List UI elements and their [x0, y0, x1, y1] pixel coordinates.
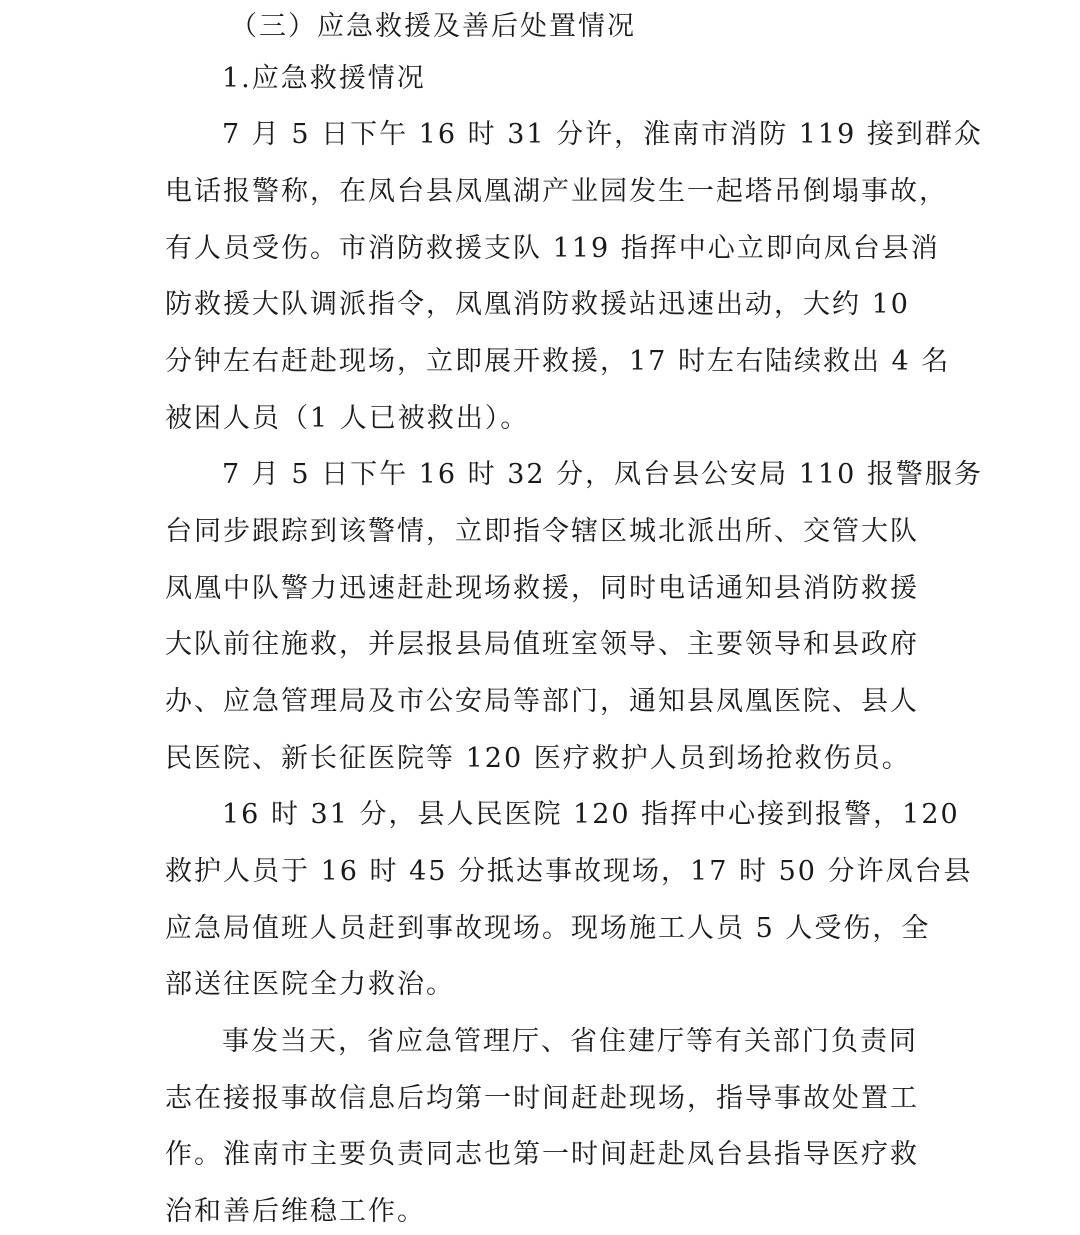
paragraph-line: 部送往医院全力救治。	[165, 969, 455, 1000]
paragraph-line: 7 月 5 日下午 16 时 31 分许，淮南市消防 119 接到群众	[222, 119, 983, 150]
paragraph-line: 志在接报事故信息后均第一时间赶赴现场，指导事故处置工	[165, 1083, 919, 1114]
paragraph-line: 防救援大队调派指令，凤凰消防救援站迅速出动，大约 10	[165, 289, 910, 320]
paragraph-line: 7 月 5 日下午 16 时 32 分，凤台县公安局 110 报警服务	[222, 459, 983, 490]
section-heading: （三）应急救援及善后处置情况	[230, 11, 636, 42]
paragraph-line: 凤凰中队警力迅速赶赴现场救援，同时电话通知县消防救援	[165, 573, 919, 604]
paragraph-line: 作。淮南市主要负责同志也第一时间赶赴凤台县指导医疗救	[165, 1139, 919, 1170]
paragraph-line: 有人员受伤。市消防救援支队 119 指挥中心立即向凤台县消	[165, 233, 940, 264]
paragraph-line: 大队前往施救，并层报县局值班室领导、主要领导和县政府	[165, 629, 919, 660]
paragraph-line: 事发当天，省应急管理厅、省住建厅等有关部门负责同	[222, 1026, 918, 1057]
paragraph-line: 应急局值班人员赶到事故现场。现场施工人员 5 人受伤，全	[165, 913, 931, 944]
paragraph-line: 办、应急管理局及市公安局等部门，通知县凤凰医院、县人	[165, 686, 919, 717]
subsection-heading: 1.应急救援情况	[222, 63, 426, 94]
paragraph-line: 分钟左右赶赴现场，立即展开救援，17 时左右陆续救出 4 名	[165, 346, 951, 377]
paragraph-line: 16 时 31 分，县人民医院 120 指挥中心接到报警，120	[222, 799, 960, 830]
paragraph-line: 电话报警称，在凤台县凤凰湖产业园发生一起塔吊倒塌事故，	[165, 176, 948, 207]
paragraph-line: 台同步跟踪到该警情，立即指令辖区城北派出所、交管大队	[165, 516, 919, 547]
paragraph-line: 救护人员于 16 时 45 分抵达事故现场，17 时 50 分许凤台县	[165, 856, 973, 887]
paragraph-line: 治和善后维稳工作。	[165, 1196, 426, 1227]
paragraph-line: 民医院、新长征医院等 120 医疗救护人员到场抢救伤员。	[165, 743, 911, 774]
paragraph-line: 被困人员（1 人已被救出）。	[165, 403, 530, 434]
